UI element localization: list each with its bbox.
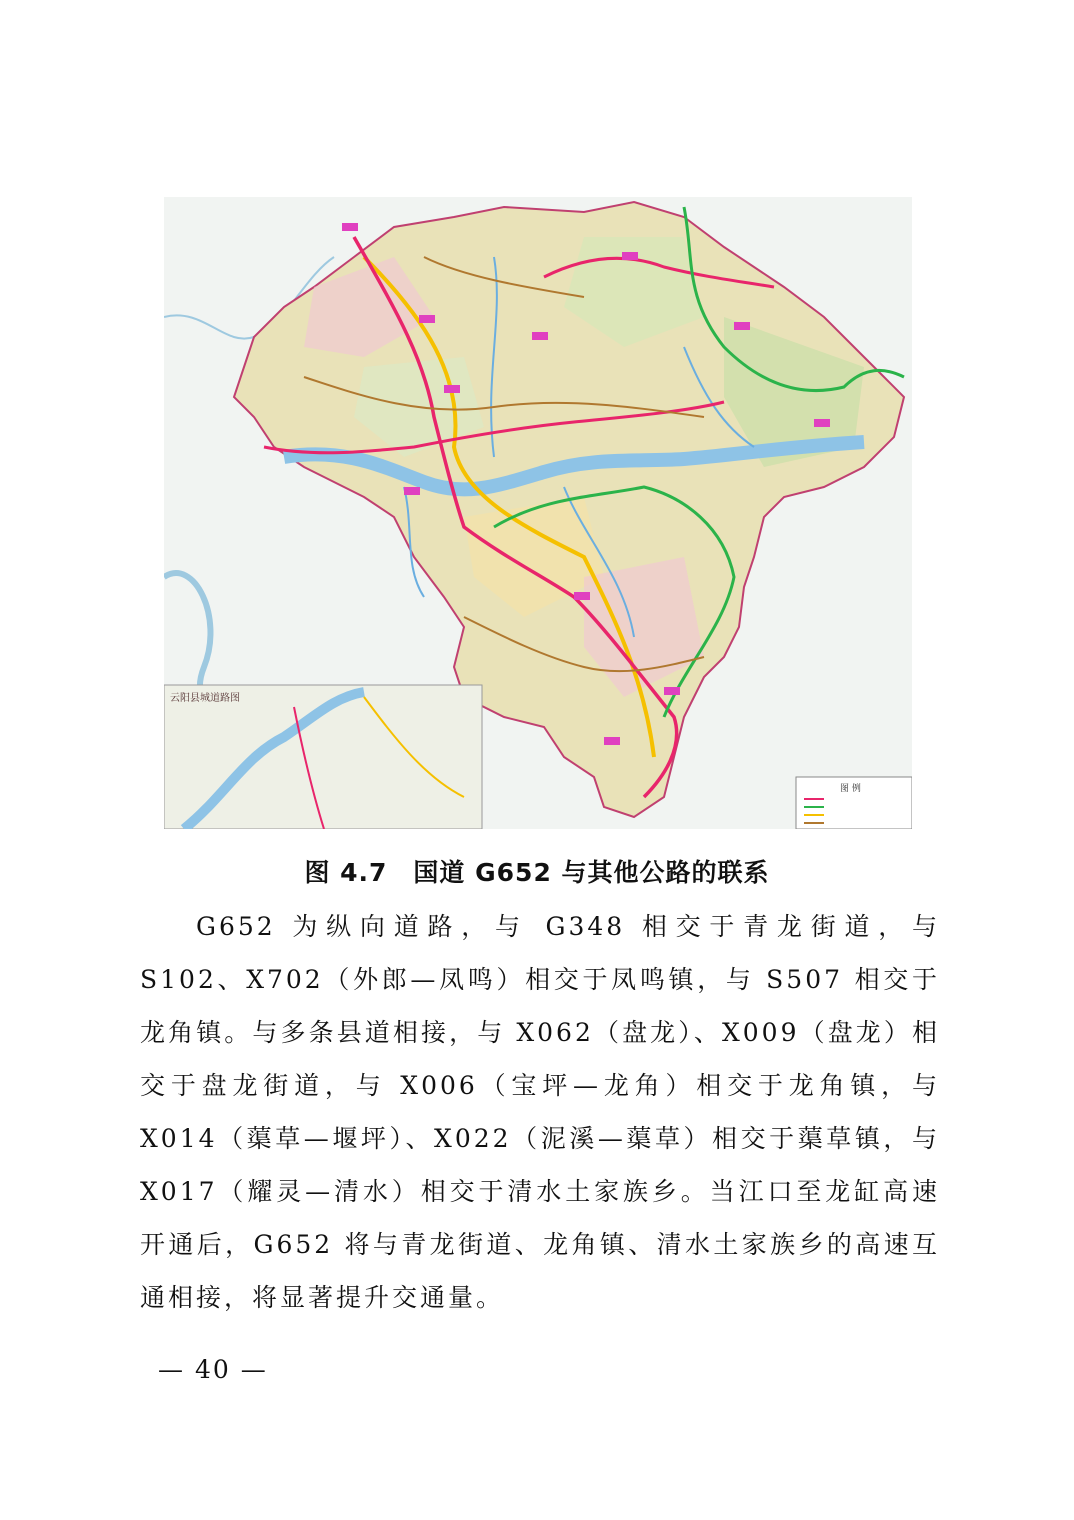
town-marker <box>814 419 830 427</box>
town-marker <box>604 737 620 745</box>
figure-caption: 图 4.7 国道 G652 与其他公路的联系 <box>304 858 770 887</box>
map-legend <box>796 777 912 829</box>
town-marker <box>342 223 358 231</box>
town-marker <box>734 322 750 330</box>
inset-title: 云阳县城道路图 <box>170 693 240 704</box>
inset-map <box>164 685 482 829</box>
town-marker <box>532 332 548 340</box>
town-marker <box>404 487 420 495</box>
page-number: — 40 — <box>158 1355 268 1384</box>
town-marker <box>622 252 638 260</box>
town-marker <box>574 592 590 600</box>
map-canvas <box>164 197 912 829</box>
town-marker <box>664 687 680 695</box>
town-marker <box>419 315 435 323</box>
body-text <box>140 900 940 1324</box>
legend-title: 图 例 <box>840 784 861 794</box>
town-marker <box>444 385 460 393</box>
road-network-map <box>164 197 912 829</box>
paragraph: G652 为纵向道路，与 G348 相交于青龙街道，与 S102、X702（外郎—凤鸣）相交于凤鸣镇，与 S507 相交于龙角镇。与多条县道相接，与 X062（盘龙）、X009（盘龙）相交于盘龙街道，与 X006（宝坪—龙角）相交于龙角镇，与 X014（蕖草—堰坪）、X022（泥溪—蕖草）相交于蕖草镇，与 X017（耀灵—清水）相交于清水土家族乡。当江口至龙缸高速开通后，G652 将与青龙街道、龙角镇、清水土家族乡的高速互通相接，将显著提升交通量。 <box>140 912 940 1312</box>
